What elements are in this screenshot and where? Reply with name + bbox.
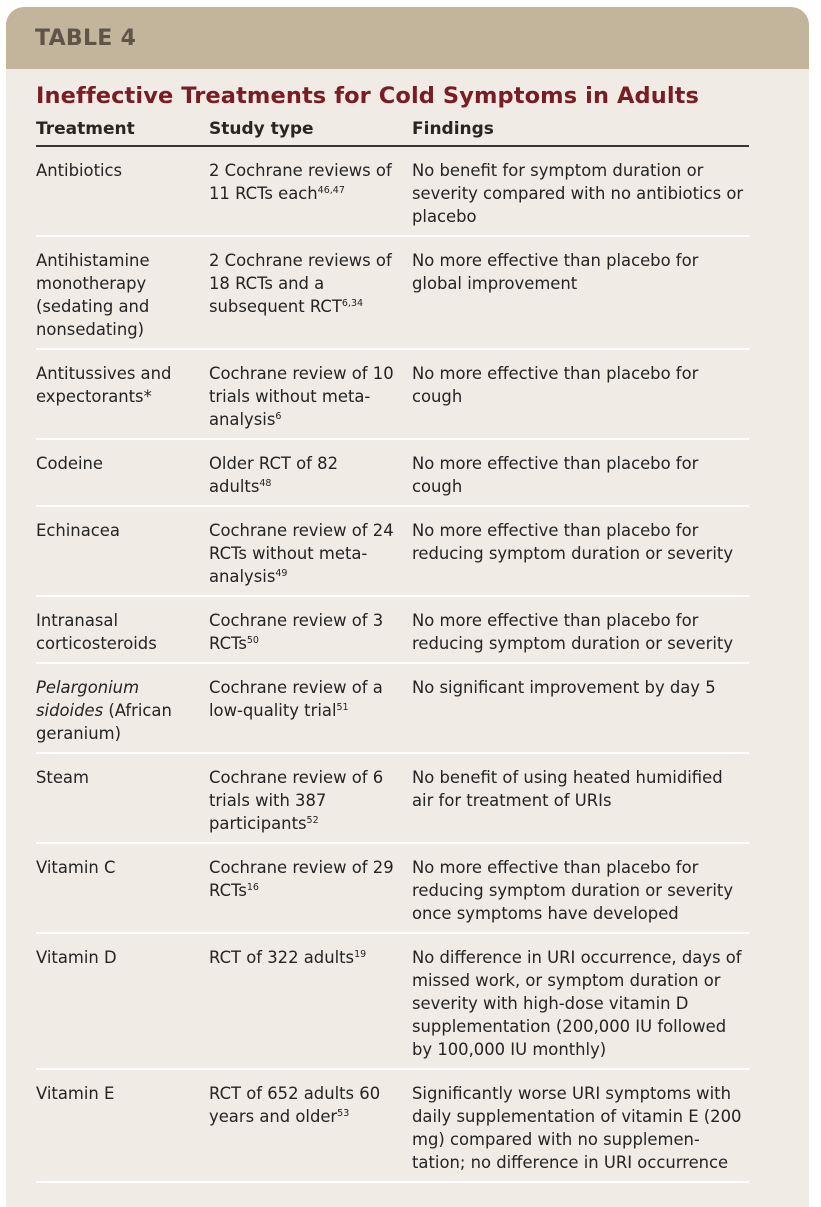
cell-findings: No benefit for symptom duration or severity compared with no antibiotics or placebo xyxy=(412,161,744,226)
table-row xyxy=(36,237,749,350)
cell-findings: No benefit of using heated humidified air for treatment of URIs xyxy=(412,768,723,810)
table-row xyxy=(36,754,749,844)
study-text: Cochrane review of a low-quality trial xyxy=(209,678,383,720)
study-text: Older RCT of 82 adults xyxy=(209,454,338,496)
cell-findings: No more effective than placebo for cough xyxy=(412,364,699,406)
study-text: RCT of 652 adults 60 years and older xyxy=(209,1084,381,1126)
cell-treatment xyxy=(36,609,209,655)
cell-study-type xyxy=(209,519,412,588)
reference-citation: 51 xyxy=(336,702,349,713)
table-row xyxy=(36,664,749,754)
cell-findings: No more effective than placebo for cough xyxy=(412,454,699,496)
reference-citation: 46,47 xyxy=(317,185,345,196)
cell-treatment xyxy=(36,159,209,228)
table-row xyxy=(36,507,749,597)
column-header-findings: Findings xyxy=(412,119,494,139)
treatment-name: Vitamin C xyxy=(36,858,116,877)
treatment-name: Antihistamine monotherapy (sedating and nonsedating) xyxy=(36,251,150,339)
cell-study-type xyxy=(209,609,412,655)
table-body xyxy=(36,147,749,1183)
cell-treatment xyxy=(36,452,209,498)
treatment-name: Vitamin E xyxy=(36,1084,115,1103)
cell-treatment xyxy=(36,519,209,588)
cell-study-type xyxy=(209,159,412,228)
reference-citation: 48 xyxy=(259,478,272,489)
reference-citation: 6,34 xyxy=(341,298,364,309)
treatment-name: Echinacea xyxy=(36,521,120,540)
reference-citation: 50 xyxy=(246,635,259,646)
cell-findings: No more effective than placebo for reducing symptom duration or severity xyxy=(412,521,734,563)
study-text: Cochrane review of 29 RCTs xyxy=(209,858,394,900)
cell-treatment xyxy=(36,946,209,1061)
treatment-name: Antibiotics xyxy=(36,161,123,180)
treatment-name: Codeine xyxy=(36,454,103,473)
table-row xyxy=(36,597,749,664)
cell-treatment xyxy=(36,766,209,835)
treatment-name: Intranasal corticosteroids xyxy=(36,611,157,653)
treatment-name: Antitussives and expectorants* xyxy=(36,364,172,406)
reference-citation: 49 xyxy=(275,568,288,579)
table-row xyxy=(36,844,749,934)
cell-study-type xyxy=(209,856,412,925)
cell-study-type xyxy=(209,362,412,431)
table-header-row xyxy=(36,119,749,147)
treatment-name: (African geranium) xyxy=(36,701,172,743)
column-header-treatment: Treatment xyxy=(36,119,135,139)
cell-treatment xyxy=(36,362,209,431)
cell-findings: No more effective than placebo for reducing symptom duration or severity once symptoms have developed xyxy=(412,858,734,923)
cell-study-type xyxy=(209,946,412,1061)
cell-findings: No more effective than placebo for reducing symptom duration or severity xyxy=(412,611,734,653)
table-content xyxy=(6,69,809,1183)
cell-study-type xyxy=(209,452,412,498)
cell-findings: No more effective than placebo for global improvement xyxy=(412,251,699,293)
cell-treatment xyxy=(36,676,209,745)
cell-study-type xyxy=(209,676,412,745)
reference-citation: 53 xyxy=(337,1108,350,1119)
cell-study-type xyxy=(209,766,412,835)
table-card xyxy=(6,7,809,1207)
study-text: RCT of 322 adults xyxy=(209,948,355,967)
treatment-latin-name: Pelargonium sidoides xyxy=(36,678,140,720)
table-label: TABLE 4 xyxy=(6,7,809,69)
table-row xyxy=(36,1070,749,1183)
cell-treatment xyxy=(36,249,209,341)
reference-citation: 16 xyxy=(246,882,259,893)
cell-study-type xyxy=(209,1082,412,1174)
table-row xyxy=(36,440,749,507)
study-text: Cochrane review of 6 trials with 387 participants xyxy=(209,768,384,833)
reference-citation: 6 xyxy=(275,411,282,422)
reference-citation: 19 xyxy=(354,949,367,960)
cell-study-type xyxy=(209,249,412,341)
cell-treatment xyxy=(36,1082,209,1174)
reference-citation: 52 xyxy=(306,815,319,826)
study-text: 2 Cochrane reviews of 11 RCTs each xyxy=(209,161,392,203)
table-row xyxy=(36,147,749,237)
study-text: Cochrane review of 3 RCTs xyxy=(209,611,384,653)
study-text: 2 Cochrane reviews of 18 RCTs and a subsequent RCT xyxy=(209,251,392,316)
cell-findings: Significantly worse URI symptoms with daily supplementation of vitamin E (200 mg) compared with no supplemen-tation; no difference in URI occurrence xyxy=(412,1084,742,1172)
table-title: Ineffective Treatments for Cold Symptoms in Adults xyxy=(36,83,699,109)
cell-findings: No significant improvement by day 5 xyxy=(412,678,716,697)
treatment-name: Steam xyxy=(36,768,89,787)
table-row xyxy=(36,934,749,1070)
study-text: Cochrane review of 10 trials without meta-analysis xyxy=(209,364,394,429)
treatment-name: Vitamin D xyxy=(36,948,117,967)
study-text: Cochrane review of 24 RCTs without meta-analysis xyxy=(209,521,394,586)
cell-treatment xyxy=(36,856,209,925)
cell-findings: No difference in URI occurrence, days of missed work, or symptom duration or severity with high-dose vitamin D supplementation (200,000 IU followed by 100,000 IU monthly) xyxy=(412,948,742,1059)
column-header-study-type: Study type xyxy=(209,119,314,139)
table-row xyxy=(36,350,749,440)
